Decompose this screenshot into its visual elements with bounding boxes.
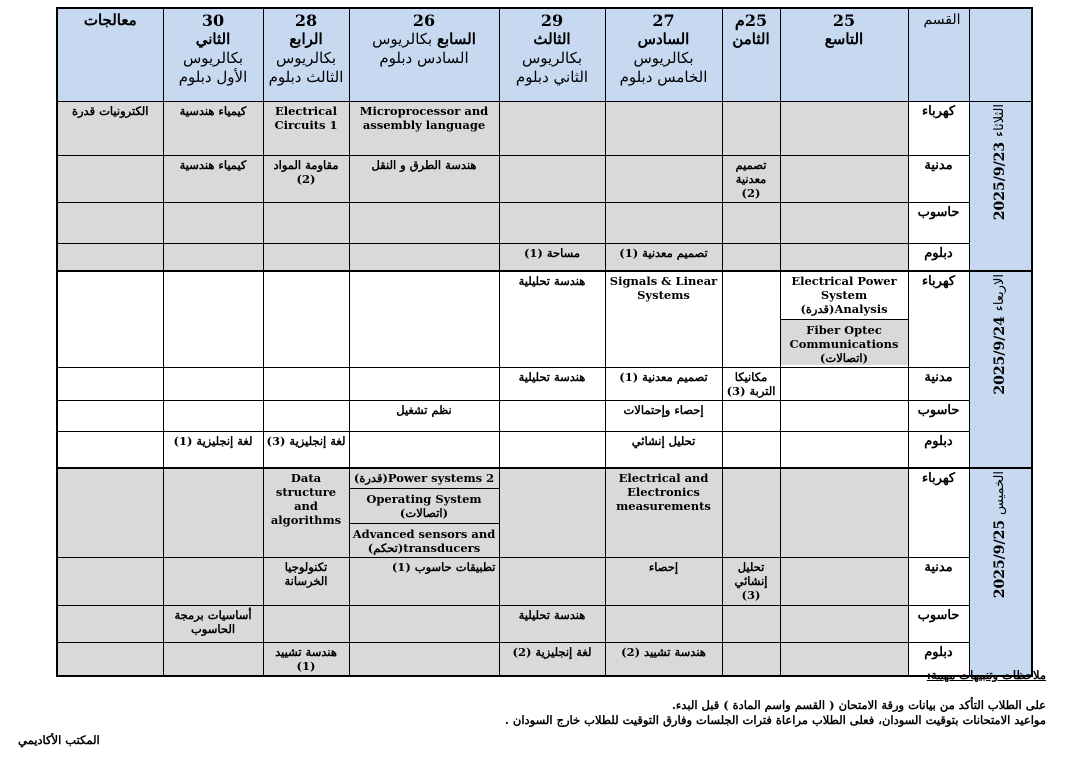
section-label: حاسوب [908, 401, 969, 432]
schedule-cell [722, 243, 780, 271]
schedule-cell: Signals & Linear Systems [605, 271, 722, 368]
schedule-cell: أساسيات برمجة الحاسوب [163, 605, 263, 642]
schedule-cell [722, 271, 780, 368]
schedule-cell [499, 557, 605, 605]
schedule-cell [780, 101, 908, 155]
schedule-cell [722, 468, 780, 558]
table-row [57, 243, 1032, 271]
schedule-cell: الكترونيات قدرة [57, 101, 163, 155]
schedule-cell [57, 557, 163, 605]
schedule-cell [499, 401, 605, 432]
table-row [57, 557, 1032, 605]
col-header-ninth [780, 8, 908, 101]
col-header-eighth [722, 8, 780, 101]
schedule-cell [263, 368, 349, 401]
day-cell-tuesday [969, 101, 1032, 271]
day-date: 2025/9/24 [992, 316, 1009, 395]
day-column-header [969, 8, 1032, 101]
schedule-cell [349, 468, 499, 558]
schedule-cell [57, 155, 163, 202]
day-date: 2025/9/23 [992, 141, 1009, 220]
section-label: حاسوب [908, 202, 969, 243]
schedule-cell [780, 432, 908, 468]
schedule-cell [263, 605, 349, 642]
col-prog: الثالث دبلوم [268, 68, 344, 86]
schedule-cell: لغة إنجليزية (3) [263, 432, 349, 468]
schedule-cell: تصميم معدنية (2) [722, 155, 780, 202]
schedule-cell [499, 101, 605, 155]
schedule-cell [57, 401, 163, 432]
schedule-cell: نظم تشغيل [349, 401, 499, 432]
schedule-cell [722, 605, 780, 642]
section-label: كهرباء [908, 468, 969, 558]
schedule-cell [163, 202, 263, 243]
notes-title: ملاحظات وتنبيهات مهمة: [926, 668, 1046, 682]
schedule-cell [722, 432, 780, 468]
schedule-cell [163, 368, 263, 401]
col-prog: بكالريوس [182, 49, 244, 67]
schedule-cell: تصميم معدنية (1) [605, 368, 722, 401]
schedule-cell [780, 605, 908, 642]
schedule-cell [722, 202, 780, 243]
section-label: دبلوم [908, 243, 969, 271]
col-year: التاسع [824, 30, 864, 48]
schedule-cell [163, 468, 263, 558]
col-prog: الخامس دبلوم [619, 68, 708, 86]
schedule-cell [163, 401, 263, 432]
day-cell-wednesday [969, 271, 1032, 468]
col-header-second [163, 8, 263, 101]
day-name: الخميس [992, 470, 1008, 515]
schedule-cell: Electrical and Electronics measurements [605, 468, 722, 558]
schedule-cell: إحصاء وإحتمالات [605, 401, 722, 432]
schedule-cell [57, 243, 163, 271]
schedule-cell: تحليل إنشائي [605, 432, 722, 468]
schedule-cell: تكنولوجيا الخرسانة [263, 557, 349, 605]
schedule-cell [349, 605, 499, 642]
cell-part: Operating System (اتصالات) [350, 488, 499, 520]
schedule-cell: تحليل إنشائي (3) [722, 557, 780, 605]
schedule-cell [57, 202, 163, 243]
section-label: دبلوم [908, 642, 969, 676]
table-row [57, 401, 1032, 432]
schedule-cell [605, 155, 722, 202]
col-year: الثالث [533, 30, 571, 48]
schedule-cell: هندسة تحليلية [499, 368, 605, 401]
schedule-cell [605, 101, 722, 155]
header-row [57, 8, 1032, 101]
col-num: 30 [201, 11, 225, 30]
section-label: دبلوم [908, 432, 969, 468]
schedule-cell [349, 432, 499, 468]
schedule-cell [57, 271, 163, 368]
schedule-cell [722, 401, 780, 432]
day-date: 2025/9/25 [992, 519, 1009, 598]
col-prog: بكالريوس [372, 30, 433, 48]
schedule-cell [263, 401, 349, 432]
table-row [57, 432, 1032, 468]
schedule-cell: هندسة تشييد (2) [605, 642, 722, 676]
section-label: حاسوب [908, 605, 969, 642]
day-cell-thursday [969, 468, 1032, 676]
schedule-cell [349, 243, 499, 271]
col-num: 26 [412, 11, 436, 30]
schedule-cell [349, 202, 499, 243]
cell-part: Electrical Power System Analysis(قدرة) [791, 274, 897, 316]
schedule-cell [163, 557, 263, 605]
schedule-cell [780, 271, 908, 368]
col-num: 25م [734, 11, 768, 30]
schedule-cell: هندسة الطرق و النقل [349, 155, 499, 202]
col-num: 25 [832, 11, 856, 30]
col-prog: بكالريوس [275, 49, 337, 67]
section-label: مدنية [908, 557, 969, 605]
col-prog: الأول دبلوم [178, 68, 248, 86]
note-line: على الطلاب التأكد من بيانات ورقة الامتحان ( القسم واسم المادة ) قبل البدء. [671, 698, 1046, 712]
schedule-cell [263, 271, 349, 368]
schedule-cell [780, 155, 908, 202]
schedule-cell [57, 368, 163, 401]
schedule-cell [57, 432, 163, 468]
schedule-cell [780, 557, 908, 605]
schedule-cell [263, 202, 349, 243]
schedule-cell: Electrical Circuits 1 [263, 101, 349, 155]
schedule-cell: كيمياء هندسية [163, 101, 263, 155]
table-row [57, 155, 1032, 202]
schedule-cell: مساحة (1) [499, 243, 605, 271]
col-header-seventh [349, 8, 499, 101]
notes-block [505, 668, 1046, 728]
col-header-fourth [263, 8, 349, 101]
schedule-cell [163, 271, 263, 368]
schedule-cell [499, 432, 605, 468]
schedule-cell: مكانيكا التربة (3) [722, 368, 780, 401]
col-num: 27 [652, 11, 675, 30]
col-year: السابع [437, 30, 476, 48]
schedule-cell: Microprocessor and assembly language [349, 101, 499, 155]
schedule-cell [499, 468, 605, 558]
col-year: السادس [637, 30, 690, 48]
schedule-cell: مقاومة المواد (2) [263, 155, 349, 202]
schedule-cell [780, 243, 908, 271]
schedule-cell [722, 101, 780, 155]
col-prog: بكالريوس [521, 49, 583, 67]
table-row [57, 101, 1032, 155]
col-prog: بكالريوس [633, 49, 694, 67]
section-label: مدنية [908, 368, 969, 401]
schedule-cell [163, 243, 263, 271]
schedule-cell: لغة إنجليزية (1) [163, 432, 263, 468]
col-header-third [499, 8, 605, 101]
schedule-cell: Data structure and algorithms [263, 468, 349, 558]
schedule-cell [499, 202, 605, 243]
day-name: الثلاثاء [992, 103, 1008, 137]
schedule-cell [57, 468, 163, 558]
schedule-cell [780, 401, 908, 432]
section-label: كهرباء [908, 101, 969, 155]
schedule-cell [605, 202, 722, 243]
schedule-cell [349, 271, 499, 368]
exam-schedule-table [56, 7, 1033, 677]
cell-part: Fiber Optec Communications (اتصالات) [781, 319, 908, 365]
section-label: كهرباء [908, 271, 969, 368]
col-year: الثامن [732, 30, 770, 48]
schedule-cell [780, 468, 908, 558]
col-num: 29 [540, 11, 564, 30]
col-header-remedial: معالجات [57, 8, 163, 101]
table-row [57, 368, 1032, 401]
section-label: مدنية [908, 155, 969, 202]
schedule-cell [349, 642, 499, 676]
schedule-cell: لغة إنجليزية (2) [499, 642, 605, 676]
schedule-cell [605, 605, 722, 642]
schedule-cell: كيمياء هندسية [163, 155, 263, 202]
cell-part: Advanced sensors and transducers(تحكم) [350, 523, 499, 555]
schedule-cell [57, 642, 163, 676]
col-year: الثاني [195, 30, 231, 48]
schedule-cell [499, 155, 605, 202]
col-num: 28 [294, 11, 318, 30]
col-header-sixth [605, 8, 722, 101]
table-row [57, 605, 1032, 642]
schedule-cell [349, 368, 499, 401]
schedule-cell [57, 605, 163, 642]
table-row [57, 271, 1032, 368]
table-row [57, 202, 1032, 243]
schedule-cell: هندسة تحليلية [499, 605, 605, 642]
col-prog: السادس دبلوم [379, 49, 469, 67]
schedule-cell [163, 642, 263, 676]
schedule-cell: هندسة تحليلية [499, 271, 605, 368]
table-row [57, 468, 1032, 558]
day-name: الاربعاء [992, 274, 1008, 312]
col-year: الرابع [289, 30, 323, 48]
cell-part: Power systems 2(قدرة) [353, 470, 495, 485]
department-header: القسم [908, 8, 969, 101]
schedule-cell: إحصاء [605, 557, 722, 605]
col-prog: الثاني دبلوم [515, 68, 589, 86]
schedule-cell: تطبيقات حاسوب (1) [349, 557, 499, 605]
note-line: مواعيد الامتحانات بتوقيت السودان، فعلى الطلاب مراعاة فترات الجلسات وفارق التوقيت للطلاب خارج السودان . [504, 713, 1046, 727]
academic-office-signature: المكتب الأكاديمي [18, 733, 100, 747]
schedule-cell: هندسة تشييد (1) [263, 642, 349, 676]
schedule-cell: تصميم معدنية (1) [605, 243, 722, 271]
schedule-cell [780, 202, 908, 243]
schedule-cell [780, 368, 908, 401]
schedule-cell [263, 243, 349, 271]
